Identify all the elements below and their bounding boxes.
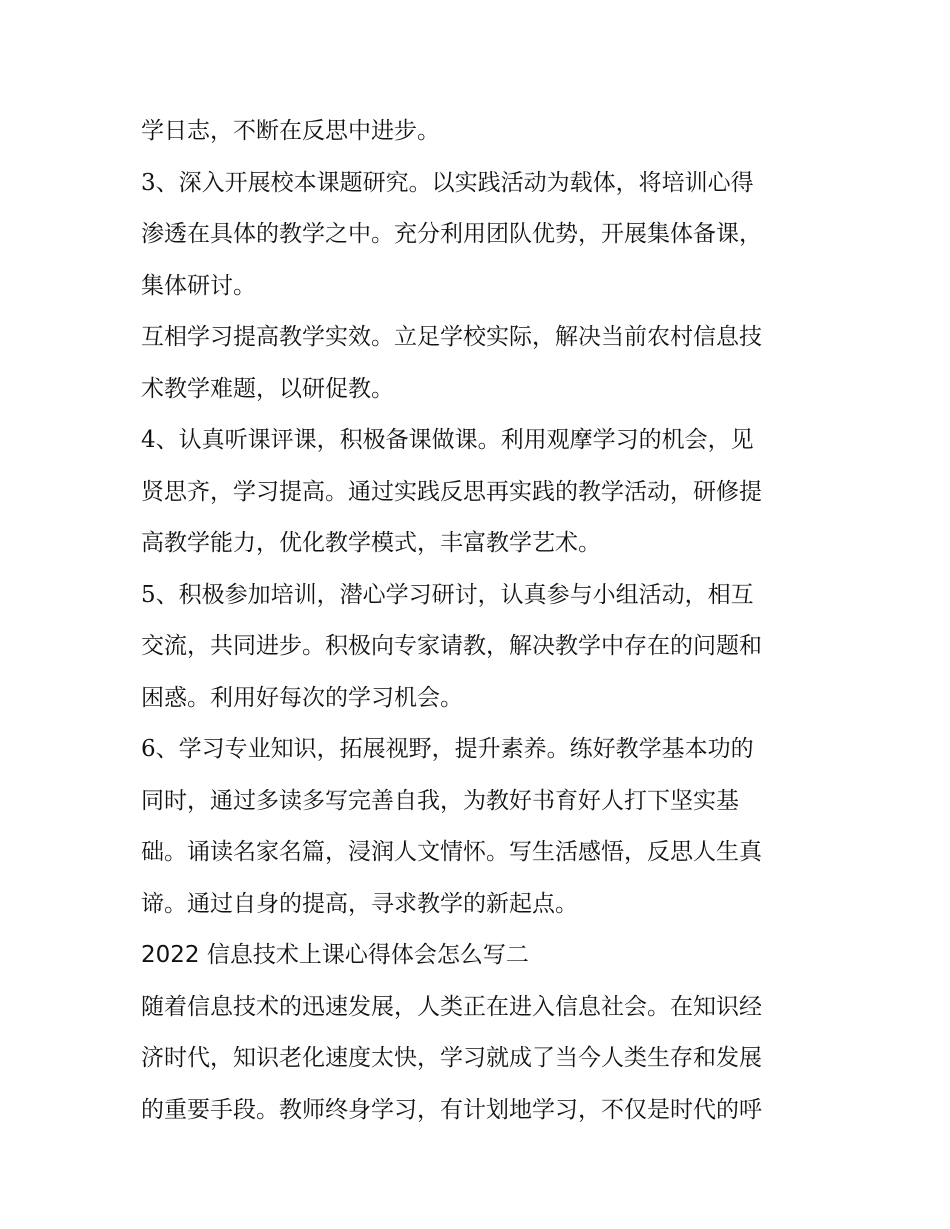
text-line: 术教学难题，以研促教。 — [141, 375, 394, 402]
text-line: 高教学能力，优化教学模式，丰富教学艺术。 — [141, 530, 601, 556]
text-line: 困惑。利用好每次的学习机会。 — [141, 684, 463, 711]
text-line: 济时代，知识老化速度太快，学习就成了当今人类生存和发展 — [141, 1045, 762, 1071]
text-line: 3、深入开展校本课题研究。以实践活动为载体，将培训心得 — [141, 169, 754, 196]
document-body — [141, 106, 821, 1136]
text-line: 学日志，不断在反思中进步。 — [141, 118, 440, 144]
text-line: 集体研讨。 — [141, 272, 256, 299]
text-line: 4、认真听课评课，积极备课做课。利用观摩学习的机会，见 — [141, 427, 754, 453]
text-line: 6、学习专业知识，拓展视野，提升素养。练好教学基本功的 — [141, 736, 754, 762]
text-line: 础。诵读名家名篇，浸润人文情怀。写生活感悟，反思人生真 — [141, 839, 762, 865]
text-line: 的重要手段。教师终身学习，有计划地学习，不仅是时代的呼 — [141, 1096, 762, 1123]
text-line: 谛。通过自身的提高，寻求教学的新起点。 — [141, 890, 578, 917]
text-line: 贤思齐，学习提高。通过实践反思再实践的教学活动，研修提 — [141, 478, 762, 505]
text-line: 同时，通过多读多写完善自我，为教好书育好人打下坚实基 — [141, 787, 739, 814]
text-line: 互相学习提高教学实效。立足学校实际，解决当前农村信息技 — [141, 324, 762, 350]
section-heading: 2022 信息技术上课心得体会怎么写二 — [141, 942, 529, 968]
text-line: 随着信息技术的迅速发展，人类正在进入信息社会。在知识经 — [141, 993, 762, 1020]
text-line: 5、积极参加培训，潜心学习研讨，认真参与小组活动，相互 — [141, 581, 754, 608]
text-line: 渗透在具体的教学之中。充分利用团队优势，开展集体备课， — [141, 221, 762, 247]
text-line: 交流，共同进步。积极向专家请教，解决教学中存在的问题和 — [141, 633, 762, 659]
